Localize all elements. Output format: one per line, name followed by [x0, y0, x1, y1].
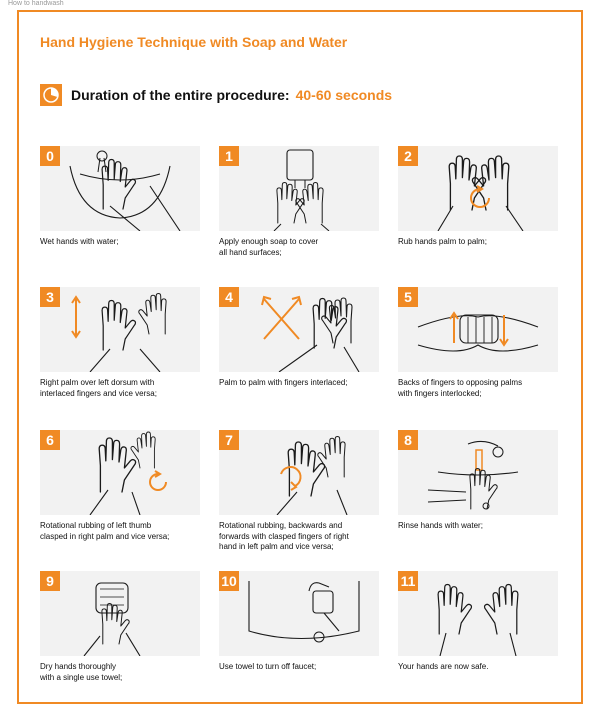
step-number-badge: 6: [40, 430, 60, 450]
step-illustration-panel: [219, 287, 379, 372]
step-illustration-panel: [398, 571, 558, 656]
step-number-badge: 7: [219, 430, 239, 450]
step-illustration-panel: [40, 287, 200, 372]
step-card: [398, 146, 558, 248]
step-illustration-panel: [398, 430, 558, 515]
step-caption: Apply enough soap to cover all hand surfaces;: [219, 237, 319, 257]
step-caption: Wet hands with water;: [40, 237, 119, 246]
safe-hands-icon: [398, 571, 558, 656]
step-illustration-panel: [40, 571, 200, 656]
fingers-interlaced-icon: [219, 287, 379, 372]
apply-soap-icon: [219, 146, 379, 231]
step-card: [40, 571, 200, 683]
step-card: [40, 430, 200, 542]
step-card: [398, 287, 558, 399]
rinse-icon: [398, 430, 558, 515]
step-card: [40, 146, 200, 248]
step-illustration-panel: [40, 146, 200, 231]
palm-over-dorsum-icon: [40, 287, 200, 372]
step-number-badge: 2: [398, 146, 418, 166]
step-caption: Rinse hands with water;: [398, 521, 483, 530]
step-caption: Dry hands thoroughly with a single use towel;: [40, 662, 123, 682]
step-illustration-panel: [398, 146, 558, 231]
step-number-badge: 5: [398, 287, 418, 307]
step-illustration-panel: [219, 146, 379, 231]
dry-towel-icon: [40, 571, 200, 656]
step-illustration-panel: [219, 430, 379, 515]
step-card: [398, 430, 558, 532]
step-number-badge: 4: [219, 287, 239, 307]
palm-to-palm-icon: [398, 146, 558, 231]
step-number-badge: 9: [40, 571, 60, 591]
poster-title: Hand Hygiene Technique with Soap and Water: [40, 34, 348, 50]
step-card: [398, 571, 558, 673]
step-number-badge: 3: [40, 287, 60, 307]
rub-fingertips-icon: [219, 430, 379, 515]
step-card: [219, 571, 379, 673]
step-caption: Backs of fingers to opposing palms with fingers interlocked;: [398, 378, 523, 398]
step-caption: Use towel to turn off faucet;: [219, 662, 317, 671]
duration-label: Duration of the entire procedure:: [71, 87, 290, 103]
step-caption: Rotational rubbing, backwards and forwards with clasped fingers of right hand in left palm and vice versa;: [219, 521, 349, 551]
step-number-badge: 1: [219, 146, 239, 166]
step-number-badge: 0: [40, 146, 60, 166]
step-caption: Rotational rubbing of left thumb clasped in right palm and vice versa;: [40, 521, 170, 541]
step-number-badge: 8: [398, 430, 418, 450]
step-caption: Palm to palm with fingers interlaced;: [219, 378, 348, 387]
stopwatch-icon: [40, 84, 62, 106]
step-caption: Your hands are now safe.: [398, 662, 489, 671]
fingers-interlocked-icon: [398, 287, 558, 372]
top-note: How to handwash: [8, 0, 64, 7]
turn-off-faucet-icon: [219, 571, 379, 656]
step-caption: Right palm over left dorsum with interlaced fingers and vice versa;: [40, 378, 157, 398]
wet-hands-icon: [40, 146, 200, 231]
step-illustration-panel: [219, 571, 379, 656]
step-caption: Rub hands palm to palm;: [398, 237, 487, 246]
step-illustration-panel: [398, 287, 558, 372]
step-illustration-panel: [40, 430, 200, 515]
step-card: [40, 287, 200, 399]
step-card: [219, 430, 379, 553]
step-card: [219, 287, 379, 389]
duration-value: 40-60 seconds: [295, 87, 393, 103]
step-number-badge: 11: [398, 571, 418, 591]
rub-thumb-icon: [40, 430, 200, 515]
step-number-badge: 10: [219, 571, 239, 591]
duration-row: [40, 84, 392, 106]
step-card: [219, 146, 379, 258]
